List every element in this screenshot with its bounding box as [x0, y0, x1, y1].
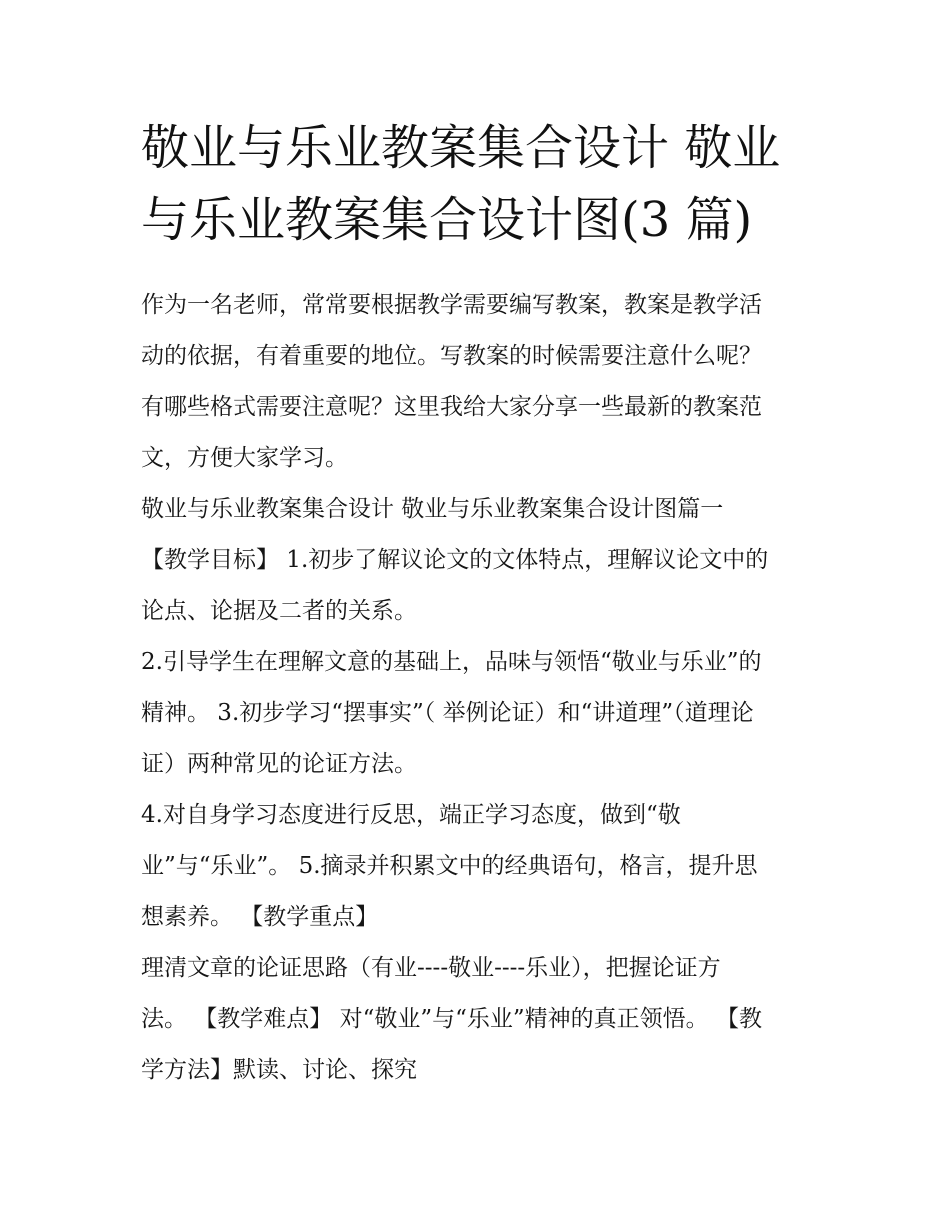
body-line: 论点、论据及二者的关系。: [141, 598, 417, 624]
section-heading-line: 敬业与乐业教案集合设计 敬业与乐业教案集合设计图篇一: [141, 496, 724, 522]
body-line: 动的依据，有着重要的地位。写教案的时候需要注意什么呢？: [141, 343, 762, 369]
body-line: 精神。 3.初步学习“摆事实”（ 举例论证）和“讲道理”（道理论: [141, 700, 754, 726]
body-line: 学方法】默读、讨论、探究: [141, 1057, 417, 1083]
body-line: 理清文章的论证思路（有业----敬业----乐业），把握论证方: [141, 955, 721, 981]
title-line: 与乐业教案集合设计图(3 篇): [141, 192, 753, 248]
body-line: 2.引导学生在理解文意的基础上，品味与领悟“敬业与乐业”的: [141, 649, 762, 675]
body-line: 4.对自身学习态度进行反思，端正学习态度，做到“敬: [141, 802, 681, 828]
body-line: 文，方便大家学习。: [141, 445, 348, 471]
body-line: 【教学目标】 1.初步了解议论文的文体特点，理解议论文中的: [141, 547, 769, 573]
body-line: 法。 【教学难点】 对“敬业”与“乐业”精神的真正领悟。 【教: [141, 1006, 762, 1032]
body-line: 想素养。 【教学重点】: [141, 904, 379, 930]
body-line: 有哪些格式需要注意呢？这里我给大家分享一些最新的教案范: [141, 394, 762, 420]
document-title: [141, 112, 821, 256]
body-line: 业”与“乐业”。 5.摘录并积累文中的经典语句，格言，提升思: [141, 853, 758, 879]
document-body: [141, 280, 821, 1096]
title-line: 敬业与乐业教案集合设计 敬业: [141, 120, 781, 176]
body-line: 作为一名老师，常常要根据教学需要编写教案，教案是教学活: [141, 292, 762, 318]
body-line: 证）两种常见的论证方法。: [141, 751, 417, 777]
